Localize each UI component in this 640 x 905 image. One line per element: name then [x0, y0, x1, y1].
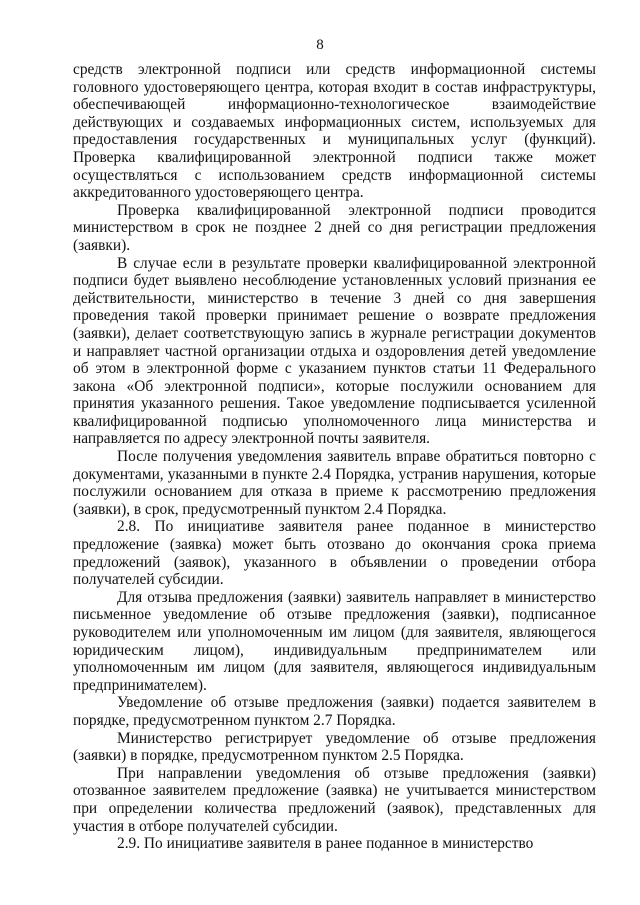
paragraph: При направлении уведомления об отзыве предложения (заявки) отозванное заявителем предложение (заявка) не учитывается министерством при определении количества предложений (заявок), представленных для участия в отборе получателей субсидии.	[73, 764, 596, 835]
paragraph: Министерство регистрирует уведомление об отзыве предложения (заявки) в порядке, предусмотренном пунктом 2.5 Порядка.	[73, 729, 596, 765]
paragraph: Для отзыва предложения (заявки) заявитель направляет в министерство письменное уведомление об отзыве предложения (заявки), подписанное руководителем или уполномоченным им лицом (для заявителя, являющегося юридическим лицом), индивидуальным предпринимателем или уполномоченным им лицом (для заявителя, являющегося индивидуальным предпринимателем).	[73, 588, 596, 694]
document-body	[73, 61, 596, 853]
page-number: 8	[316, 37, 324, 53]
paragraph: Проверка квалифицированной электронной подписи проводится министерством в срок не позднее 2 дней со дня регистрации предложения (заявки).	[73, 201, 596, 254]
paragraph: Уведомление об отзыве предложения (заявки) подается заявителем в порядке, предусмотренном пунктом 2.7 Порядка.	[73, 694, 596, 729]
paragraph: 2.8. По инициативе заявителя ранее поданное в министерство предложение (заявка) может быть отозвано до окончания срока приема предложений (заявок), указанного в объявлении о проведении отбора получателей субсидии.	[73, 518, 596, 589]
paragraph: После получения уведомления заявитель вправе обратиться повторно с документами, указанными в пункте 2.4 Порядка, устранив нарушения, которые послужили основанием для отказа в приеме к рассмотрению предложения (заявки), в срок, предусмотренный пунктом 2.4 Порядка.	[73, 448, 596, 518]
paragraph: 2.9. По инициативе заявителя в ранее поданное в министерство	[117, 835, 534, 853]
paragraph: средств электронной подписи или средств информационной системы головного удостоверяющего центра, которая входит в состав инфраструктуры, обеспечивающей информационно-технологическое взаимодействие действующих и создаваемых информационных систем, используемых для предоставления государственных и муниципальных услуг (функций). Проверка квалифицированной электронной подписи также может осуществляться с использованием средств информационной системы аккредитованного удостоверяющего центра.	[73, 61, 596, 202]
paragraph: В случае если в результате проверки квалифицированной электронной подписи будет выявлено несоблюдение установленных условий признания ее действительности, министерство в течение 3 дней со дня завершения проведения такой проверки принимает решение о возврате предложения (заявки), делает соответствующую запись в журнале регистрации документов и направляет частной организации отдыха и оздоровления детей уведомление об этом в электронной форме с указанием пунктов статьи 11 Федерального закона «Об электронной подписи», которые послужили основанием для принятия указанного решения. Такое уведомление подписывается усиленной квалифицированной подписью уполномоченного лица министерства и направляется по адресу электронной почты заявителя.	[73, 254, 596, 448]
